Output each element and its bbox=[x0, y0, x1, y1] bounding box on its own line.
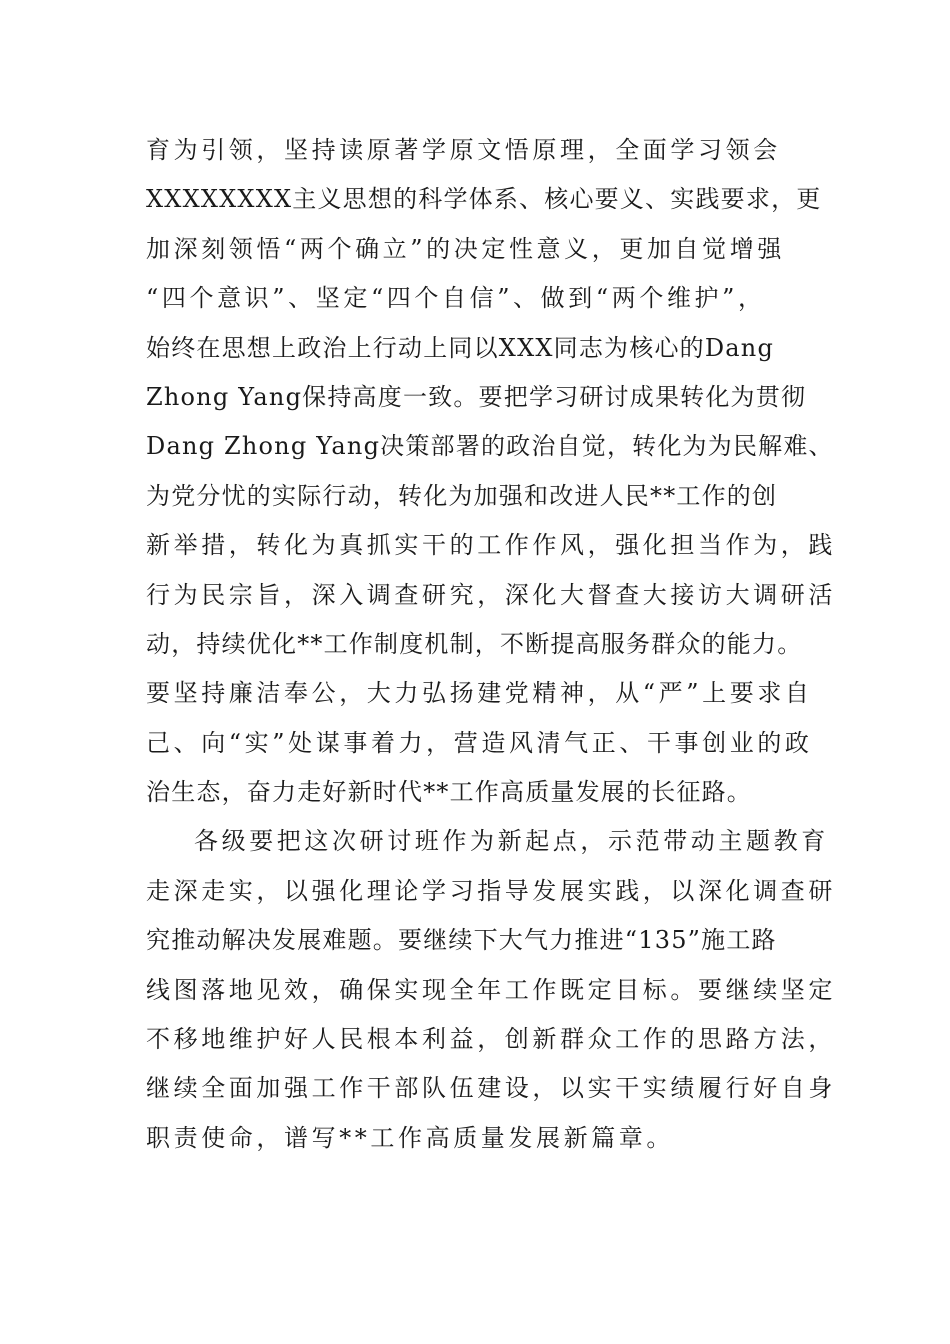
text-line: “四个意识”、坚定“四个自信”、做到“两个维护”， bbox=[146, 284, 766, 313]
paragraph-2 bbox=[146, 817, 836, 1163]
text-line: 动，持续优化**工作制度机制，不断提高服务群众的能力。 bbox=[146, 629, 803, 658]
body-text bbox=[146, 126, 836, 1163]
text-line: 要坚持廉洁奉公，大力弘扬建党精神，从“严”上要求自 bbox=[146, 679, 813, 708]
text-line: 治生态，奋力走好新时代**工作高质量发展的长征路。 bbox=[146, 778, 752, 807]
text-line: 不移地维护好人民根本利益，创新群众工作的思路方法， bbox=[146, 1025, 836, 1054]
text-line: 究推动解决发展难题。要继续下大气力推进“135”施工路 bbox=[146, 926, 777, 955]
text-line: XXXXXXXX主义思想的科学体系、核心要义、实践要求，更 bbox=[146, 185, 822, 214]
text-line: 线图落地见效，确保实现全年工作既定目标。要继续坚定 bbox=[146, 975, 836, 1004]
paragraph-1 bbox=[146, 126, 836, 817]
text-line: 各级要把这次研讨班作为新起点，示范带动主题教育 bbox=[194, 827, 829, 856]
text-line: 为党分忧的实际行动，转化为加强和改进人民**工作的创 bbox=[146, 481, 778, 510]
text-line: Zhong Yang保持高度一致。要把学习研讨成果转化为贯彻 bbox=[146, 382, 807, 411]
text-line: 始终在思想上政治上行动上同以XXX同志为核心的Dang bbox=[146, 333, 775, 362]
text-line: 加深刻领悟“两个确立”的决定性意义，更加自觉增强 bbox=[146, 234, 785, 263]
text-line: 行为民宗旨，深入调查研究，深化大督查大接访大调研活 bbox=[146, 580, 836, 609]
text-line: Dang Zhong Yang决策部署的政治自觉，转化为为民解难、 bbox=[146, 432, 834, 461]
text-line: 走深走实，以强化理论学习指导发展实践，以深化调查研 bbox=[146, 876, 836, 905]
text-line: 新举措，转化为真抓实干的工作作风，强化担当作为，践 bbox=[146, 531, 836, 560]
text-line: 继续全面加强工作干部队伍建设，以实干实绩履行好自身 bbox=[146, 1074, 836, 1103]
text-line: 职责使命，谱写**工作高质量发展新篇章。 bbox=[146, 1123, 674, 1152]
text-line: 育为引领，坚持读原著学原文悟原理，全面学习领会 bbox=[146, 136, 781, 164]
text-line: 己、向“实”处谋事着力，营造风清气正、干事创业的政 bbox=[146, 728, 813, 757]
